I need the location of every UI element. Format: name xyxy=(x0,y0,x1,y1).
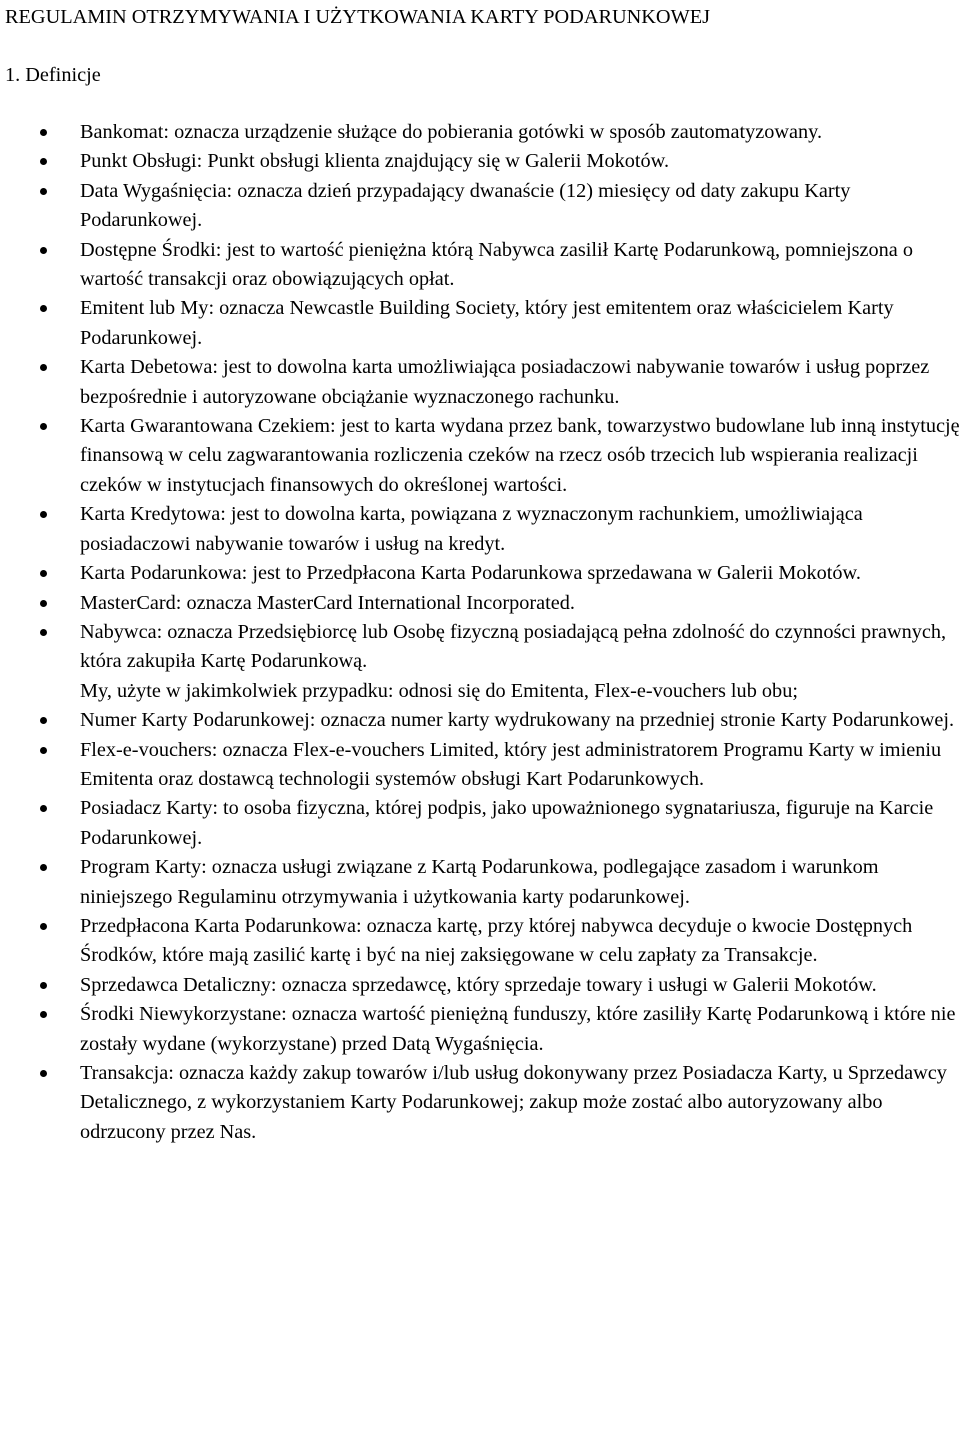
definition-item xyxy=(0,589,960,618)
definition-item xyxy=(0,677,960,706)
definition-item xyxy=(0,177,960,236)
definition-text: Punkt Obsługi: Punkt obsługi klienta znajdujący się w Galerii Mokotów. xyxy=(80,150,670,173)
definition-item xyxy=(0,1059,960,1147)
definition-item xyxy=(0,500,960,559)
bullet-icon xyxy=(40,982,47,989)
definition-text: Nabywca: oznacza Przedsiębiorcę lub Osobę fizyczną posiadającą pełna zdolność do czynności prawnych, która zakupiła Kartę Podarunkową. xyxy=(80,620,947,673)
definition-text: Karta Podarunkowa: jest to Przedpłacona Karta Podarunkowa sprzedawana w Galerii Mokotów. xyxy=(80,562,861,585)
definition-text: Flex-e-vouchers: oznacza Flex-e-vouchers Limited, który jest administratorem Programu Karty w imieniu Emitenta oraz dostawcą technologii systemów obsługi Kart Podarunkowych. xyxy=(80,738,942,790)
definition-item xyxy=(0,912,960,971)
definition-item xyxy=(0,706,960,735)
definition-item xyxy=(0,853,960,912)
definition-item xyxy=(0,971,960,1000)
definition-text: Transakcja: oznacza każdy zakup towarów i/lub usług dokonywany przez Posiadacza Karty, u Sprzedawcy Detalicznego, z wykorzystaniem Karty Podarunkowej; zakup może zostać albo autoryzowany albo odrzucony przez Nas. xyxy=(80,1062,947,1143)
definition-text: My, użyte w jakimkolwiek przypadku: odnosi się do Emitenta, Flex-e-vouchers lub obu; xyxy=(80,679,798,702)
bullet-icon xyxy=(40,1070,47,1077)
definition-item xyxy=(0,559,960,588)
bullet-icon xyxy=(40,864,47,871)
definition-text: Posiadacz Karty: to osoba fizyczna, której podpis, jako upoważnionego sygnatariusza, figuruje na Karcie Podarunkowej. xyxy=(80,797,934,849)
definition-item xyxy=(0,118,960,147)
definition-item xyxy=(0,147,960,176)
bullet-icon xyxy=(40,158,47,165)
definition-text: MasterCard: oznacza MasterCard International Incorporated. xyxy=(80,591,575,614)
document-title: REGULAMIN OTRZYMYWANIA I UŻYTKOWANIA KARTY PODARUNKOWEJ xyxy=(5,6,710,28)
definition-item xyxy=(0,794,960,853)
bullet-icon xyxy=(40,305,47,312)
definition-text: Bankomat: oznacza urządzenie służące do pobierania gotówki w sposób zautomatyzowany. xyxy=(80,121,823,143)
definition-item xyxy=(0,736,960,795)
definition-text: Numer Karty Podarunkowej: oznacza numer karty wydrukowany na przedniej stronie Karty Podarunkowej. xyxy=(80,709,955,732)
definition-text: Środki Niewykorzystane: oznacza wartość pieniężną funduszy, które zasiliły Kartę Podarunkową i które nie zostały wydane (wykorzystane) przed Datą Wygaśnięcia. xyxy=(80,1003,956,1055)
definition-text: Sprzedawca Detaliczny: oznacza sprzedawcę, który sprzedaje towary i usługi w Galerii Mokotów. xyxy=(80,973,877,996)
definition-text: Przedpłacona Karta Podarunkowa: oznacza kartę, przy której nabywca decyduje o kwocie Dostępnych Środków, które mają zasilić kartę i być na niej zaksięgowane w celu zapłaty za Transakcje. xyxy=(80,914,913,967)
definition-text: Karta Kredytowa: jest to dowolna karta, powiązana z wyznaczonym rachunkiem, umożliwiająca posiadaczowi nabywanie towarów i usług na kredyt. xyxy=(80,503,863,555)
bullet-icon xyxy=(40,188,47,195)
definition-item xyxy=(0,236,960,295)
bullet-icon xyxy=(40,805,47,812)
bullet-icon xyxy=(40,511,47,518)
bullet-icon xyxy=(40,364,47,371)
definition-text: Karta Debetowa: jest to dowolna karta umożliwiająca posiadaczowi nabywanie towarów i usług poprzez bezpośrednie i autoryzowane obciążanie wyznaczonego rachunku. xyxy=(80,356,930,408)
section-heading-definitions: 1. Definicje xyxy=(5,64,101,86)
definition-text: Emitent lub My: oznacza Newcastle Building Society, który jest emitentem oraz właścicielem Karty Podarunkowej. xyxy=(80,297,894,349)
bullet-icon xyxy=(40,129,47,136)
bullet-icon xyxy=(40,423,47,430)
definition-text: Karta Gwarantowana Czekiem: jest to karta wydana przez bank, towarzystwo budowlane lub inną instytucję finansową w celu zagwarantowania rozliczenia czeków na rzecz osób trzecich lub wspierania realizacji czeków w instytucjach finansowych do określonej wartości. xyxy=(80,415,960,496)
bullet-icon xyxy=(40,247,47,254)
definition-text: Data Wygaśnięcia: oznacza dzień przypadający dwanaście (12) miesięcy od daty zakupu Karty Podarunkowej. xyxy=(80,179,851,232)
bullet-icon xyxy=(40,747,47,754)
definition-item xyxy=(0,618,960,677)
definition-item xyxy=(0,1000,960,1059)
definition-item xyxy=(0,294,960,353)
bullet-icon xyxy=(40,923,47,930)
definition-text: Dostępne Środki: jest to wartość pieniężna którą Nabywca zasilił Kartę Podarunkową, pomniejszona o wartość transakcji oraz obowiązujących opłat. xyxy=(80,238,913,291)
definitions-list xyxy=(0,118,960,1147)
definition-item xyxy=(0,353,960,412)
definition-item xyxy=(0,412,960,500)
definition-text: Program Karty: oznacza usługi związane z Kartą Podarunkowa, podlegające zasadom i warunkom niniejszego Regulaminu otrzymywania i użytkowania karty podarunkowej. xyxy=(80,856,879,908)
bullet-icon xyxy=(40,629,47,636)
bullet-icon xyxy=(40,1011,47,1018)
bullet-icon xyxy=(40,570,47,577)
bullet-icon xyxy=(40,717,47,724)
bullet-icon xyxy=(40,600,47,607)
